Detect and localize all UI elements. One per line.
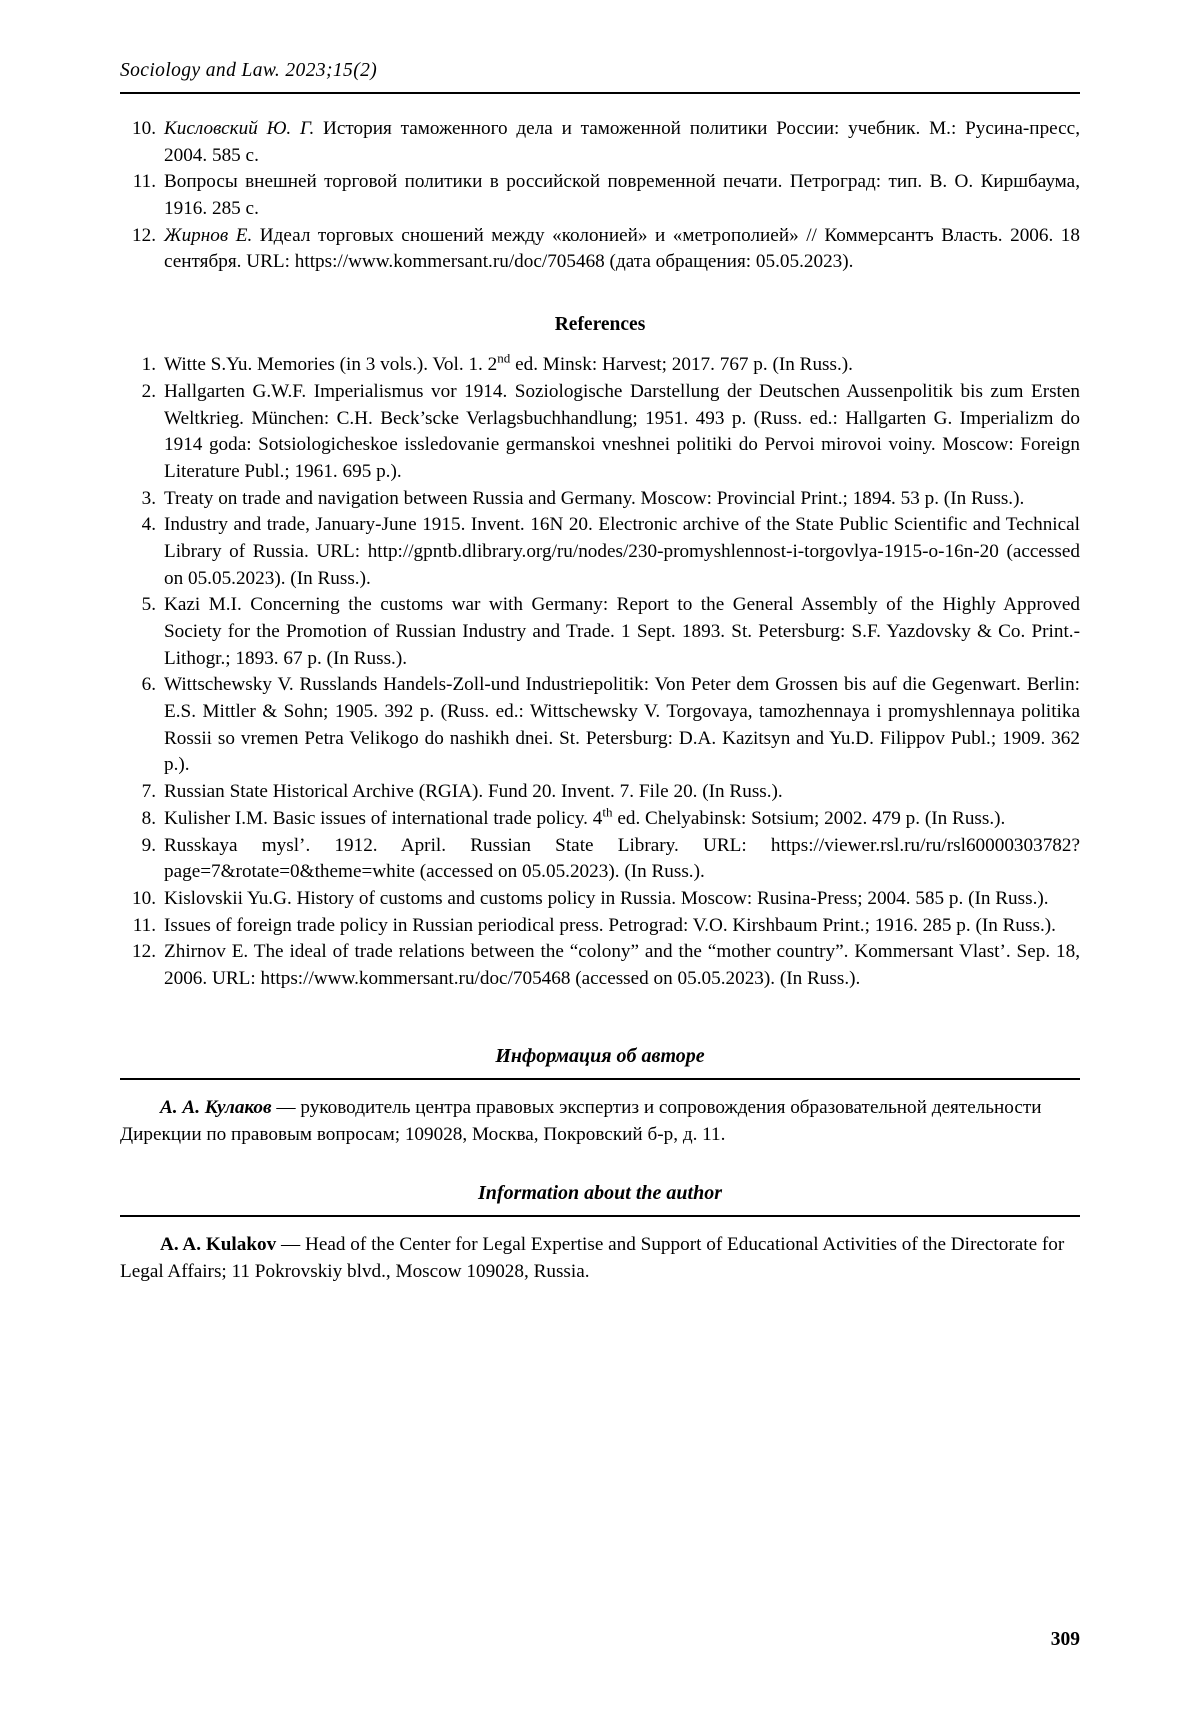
page-number: 309 xyxy=(1050,1629,1080,1650)
reference-number: 12. xyxy=(132,941,156,963)
reference-text: Russkaya mysl’. 1912. April. Russian State Library. URL: https://viewer.rsl.ru/ru/rsl60000303782?page=7&rotate=0&theme=white (accessed on 05.05.2023). (In Russ.). xyxy=(164,834,1080,883)
header-divider xyxy=(120,92,1080,94)
reference-text: Russian State Historical Archive (RGIA). Fund 20. Invent. 7. File 20. (In Russ.). xyxy=(164,781,783,803)
english-reference-list xyxy=(120,352,1080,993)
reference-item xyxy=(120,672,1080,779)
author-info-en-text xyxy=(120,1231,1080,1286)
reference-item xyxy=(120,169,1080,222)
author-ru-name: А. А. Кулаков xyxy=(160,1096,272,1118)
reference-item xyxy=(120,512,1080,592)
reference-text: Kulisher I.M. Basic issues of international trade policy. 4 xyxy=(164,807,603,829)
author-en-affiliation: — Head of the Center for Legal Expertise and Support of Educational Activities of the Directorate for Legal Affairs; 11 Pokrovskiy blvd., Moscow 109028, Russia. xyxy=(120,1234,1065,1283)
reference-author: Кисловский Ю. Г. xyxy=(164,118,315,139)
author-info-ru-heading: Информация об авторе xyxy=(495,1044,705,1067)
author-info-en xyxy=(120,1182,1080,1286)
reference-item xyxy=(120,223,1080,276)
author-en-divider xyxy=(120,1215,1080,1217)
reference-number: 3. xyxy=(141,487,156,509)
running-head: Sociology and Law. 2023;15(2) xyxy=(120,60,378,81)
reference-number: 5. xyxy=(141,594,156,616)
author-en-name: A. A. Kulakov xyxy=(160,1234,277,1256)
reference-text: Issues of foreign trade policy in Russian periodical press. Petrograd: V.O. Kirshbaum Print.; 1916. 285 p. (In Russ.). xyxy=(164,914,1056,936)
reference-item xyxy=(120,913,1080,940)
reference-item xyxy=(120,116,1080,169)
reference-number: 8. xyxy=(141,807,156,829)
references-heading: References xyxy=(554,314,646,336)
reference-item xyxy=(120,886,1080,913)
author-info-ru xyxy=(120,1045,1080,1149)
reference-item xyxy=(120,939,1080,992)
reference-number: 1. xyxy=(141,354,156,376)
reference-item xyxy=(120,806,1080,833)
reference-number: 11. xyxy=(132,914,156,936)
reference-text: Kislovskii Yu.G. History of customs and customs policy in Russia. Moscow: Rusina-Press; 2004. 585 p. (In Russ.). xyxy=(164,887,1049,909)
author-ru-affiliation: — руководитель центра правовых экспертиз и сопровождения образовательной деятельности Дирекции по правовым вопросам; 109028, Москва, Покровский б-р, д. 11. xyxy=(120,1096,1042,1145)
author-info-ru-text xyxy=(120,1094,1080,1149)
reference-text: ed. Chelyabinsk: Sotsium; 2002. 479 p. (In Russ.). xyxy=(612,807,1006,829)
page-content xyxy=(120,60,1080,1286)
reference-number: 10. xyxy=(132,118,156,139)
reference-number: 12. xyxy=(132,224,156,246)
reference-author: Жирнов Е. xyxy=(164,224,253,246)
reference-item xyxy=(120,779,1080,806)
reference-number: 7. xyxy=(141,781,156,803)
reference-text: Wittschewsky V. Russlands Handels-Zoll-und Industriepolitik: Von Peter dem Grossen bis auf die Gegenwart. Berlin: E.S. Mittler & Sohn; 1905. 392 p. (Russ. ed.: Wittschewsky V. Torgovaya, tamozhennaya i promyshlennaya politika Rossii so vremen Petra Velikogo do nashikh dnei. St. Petersburg: D.A. Kazitsyn and Yu.D. Filippov Publ.; 1909. 362 p.). xyxy=(164,674,1080,776)
reference-text: История таможенного дела и таможенной политики России: учебник. М.: Русина-пресс, 2004. 585 с. xyxy=(164,118,1080,166)
author-info-en-heading: Information about the author xyxy=(478,1182,722,1205)
reference-number: 10. xyxy=(132,887,156,909)
reference-number: 4. xyxy=(141,514,156,536)
reference-item xyxy=(120,486,1080,513)
author-ru-divider xyxy=(120,1078,1080,1080)
reference-text: Вопросы внешней торговой политики в российской повременной печати. Петроград: тип. В. О. Киршбаума, 1916. 285 с. xyxy=(164,171,1080,220)
reference-text: Kazi M.I. Concerning the customs war with Germany: Report to the General Assembly of the Highly Approved Society for the Promotion of Russian Industry and Trade. 1 Sept. 1893. St. Petersburg: S.F. Yazdovsky & Co. Print.-Lithogr.; 1893. 67 p. (In Russ.). xyxy=(164,594,1080,669)
reference-item xyxy=(120,833,1080,886)
reference-number: 6. xyxy=(141,674,156,696)
reference-item xyxy=(120,352,1080,379)
reference-number: 2. xyxy=(141,380,156,402)
reference-text: Industry and trade, January-June 1915. Invent. 16N 20. Electronic archive of the State Public Scientific and Technical Library of Russia. URL: http://gpntb.dlibrary.org/ru/nodes/230-promyshlennost-i-torgovlya-1915-o-16n-20 (accessed on 05.05.2023). (In Russ.). xyxy=(164,514,1080,589)
russian-reference-list xyxy=(120,116,1080,276)
reference-text: Witte S.Yu. Memories (in 3 vols.). Vol. 1. 2 xyxy=(164,354,498,376)
reference-text: Treaty on trade and navigation between Russia and Germany. Moscow: Provincial Print.; 1894. 53 p. (In Russ.). xyxy=(164,487,1025,509)
reference-number: 11. xyxy=(132,171,156,193)
reference-text: Zhirnov E. The ideal of trade relations between the “colony” and the “mother country”. Kommersant Vlast’. Sep. 18, 2006. URL: https://www.kommersant.ru/doc/705468 (accessed on 05.05.2023). (In Russ.). xyxy=(164,941,1080,989)
reference-text: Hallgarten G.W.F. Imperialismus vor 1914. Soziologische Darstellung der Deutschen Aussenpolitik bis zum Ersten Weltkrieg. München: C.H. Beck’scke Verlagsbuchhandlung; 1951. 493 p. (Russ. ed.: Hallgarten G. Imperializm do 1914 goda: Sotsiologicheskoe issledovanie germanskoi vneshnei politiki do Pervoi mirovoi voiny. Moscow: Foreign Literature Publ.; 1961. 695 p.). xyxy=(164,380,1080,482)
reference-number: 9. xyxy=(141,834,156,856)
reference-ordinal-suffix: th xyxy=(602,804,613,820)
reference-item xyxy=(120,592,1080,672)
reference-ordinal-suffix: nd xyxy=(497,350,511,366)
reference-text: Идеал торговых сношений между «колонией» и «метрополией» // Коммерсантъ Власть. 2006. 18 сентября. URL: https://www.kommersant.ru/doc/705468 (дата обращения: 05.05.2023). xyxy=(164,224,1080,273)
reference-text: ed. Minsk: Harvest; 2017. 767 p. (In Russ.). xyxy=(510,354,853,376)
reference-item xyxy=(120,379,1080,486)
